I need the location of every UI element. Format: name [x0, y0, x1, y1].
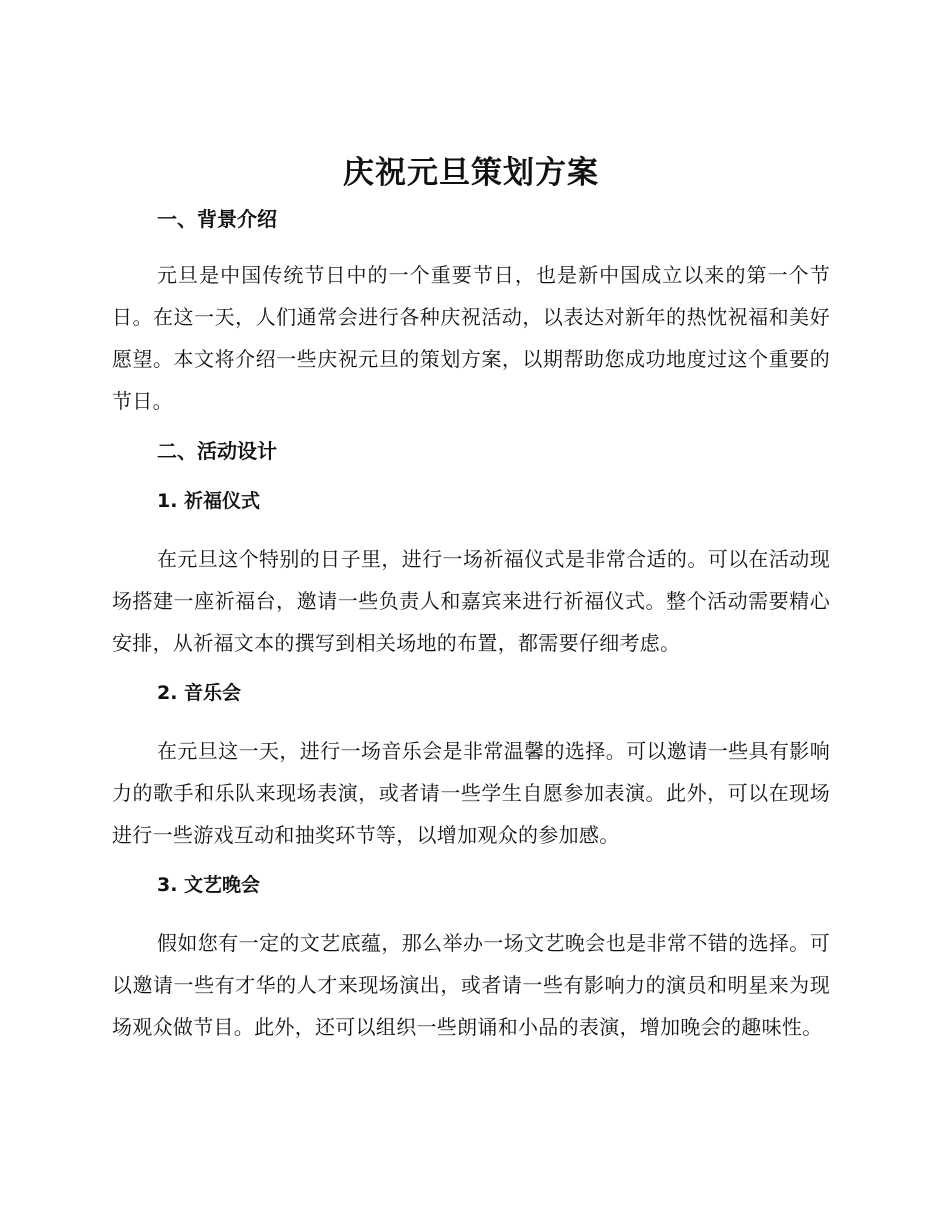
paragraph-concert: 在元旦这一天，进行一场音乐会是非常温馨的选择。可以邀请一些具有影响力的歌手和乐队来现场表演，或者请一些学生自愿参加表演。此外，可以在现场进行一些游戏互动和抽奖环节等，以增加观众的参加感。 [112, 739, 830, 847]
document-page [112, 150, 830, 1058]
paragraph-blessing-ceremony: 在元旦这个特别的日子里，进行一场祈福仪式是非常合适的。可以在活动现场搭建一座祈福台，邀请一些负责人和嘉宾来进行祈福仪式。整个活动需要精心安排，从祈福文本的撰写到相关场地的布置，都需要仔细考虑。 [112, 547, 830, 655]
section-heading-activity-design: 二、活动设计 [157, 439, 277, 463]
subsection-heading-blessing-ceremony: 1. 祈福仪式 [157, 490, 261, 512]
paragraph-background: 元旦是中国传统节日中的一个重要节日，也是新中国成立以来的第一个节日。在这一天，人们通常会进行各种庆祝活动，以表达对新年的热忱祝福和美好愿望。本文将介绍一些庆祝元旦的策划方案，以期帮助您成功地度过这个重要的节日。 [112, 263, 830, 413]
section-heading-background: 一、背景介绍 [157, 207, 277, 231]
subsection-heading-concert: 2. 音乐会 [157, 682, 242, 704]
document-title: 庆祝元旦策划方案 [343, 155, 599, 191]
subsection-heading-gala: 3. 文艺晚会 [157, 874, 261, 896]
paragraph-gala: 假如您有一定的文艺底蕴，那么举办一场文艺晚会也是非常不错的选择。可以邀请一些有才华的人才来现场演出，或者请一些有影响力的演员和明星来为现场观众做节目。此外，还可以组织一些朗诵和小品的表演，增加晚会的趣味性。 [112, 931, 830, 1039]
